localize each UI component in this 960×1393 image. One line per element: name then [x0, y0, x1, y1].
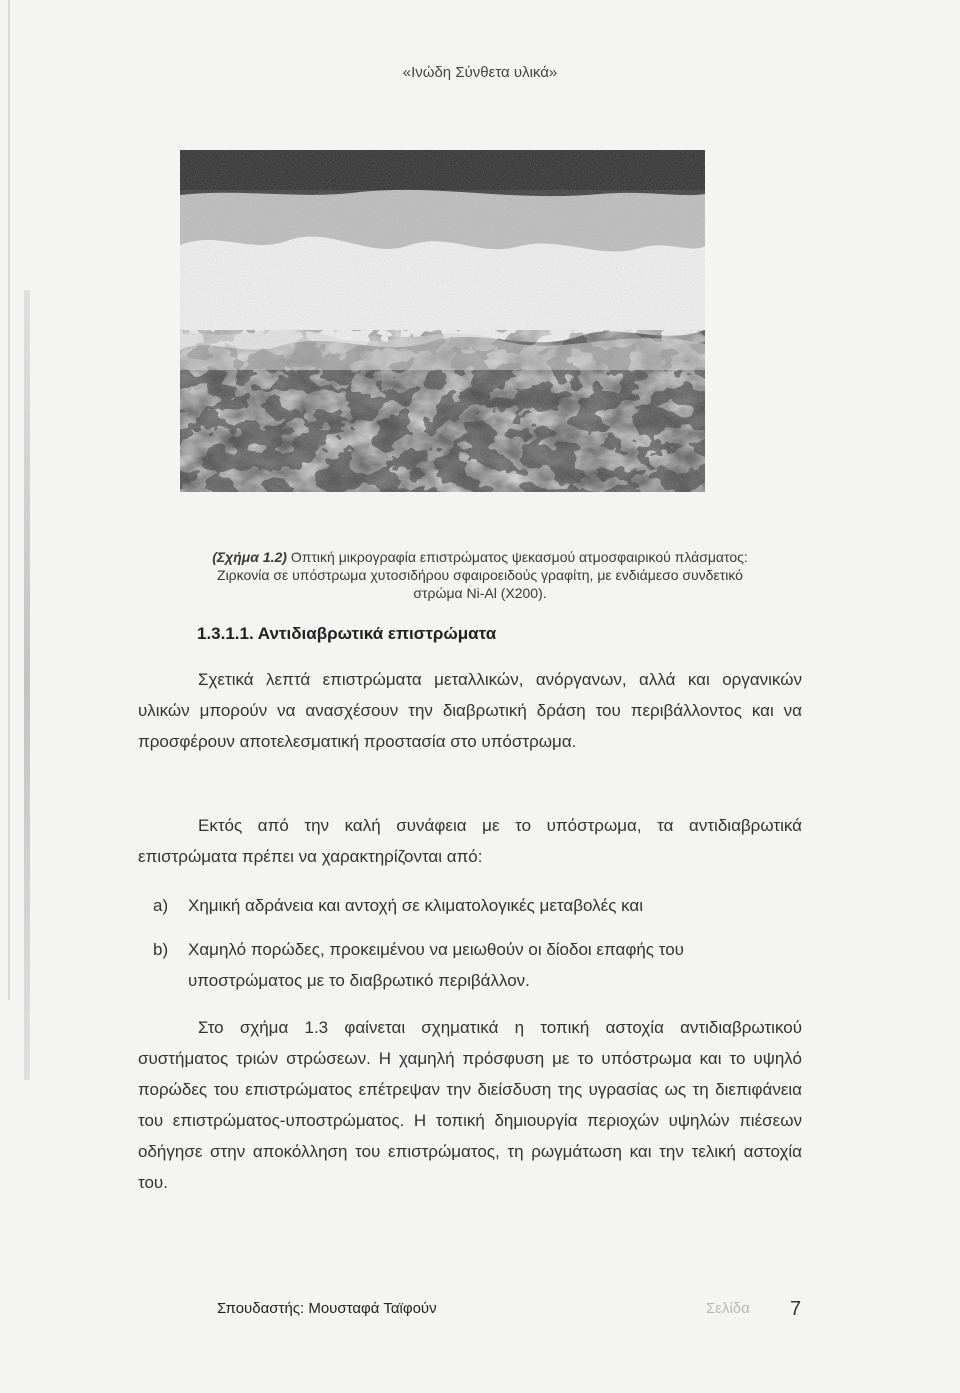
- paragraph-3: [138, 1012, 802, 1198]
- footer-page-label: Σελίδα: [706, 1300, 750, 1317]
- footer-page-number: 7: [790, 1298, 802, 1320]
- paragraph-2: [138, 810, 802, 872]
- list-item-b: [153, 934, 803, 996]
- scan-edge-line: [8, 0, 10, 1000]
- micrograph-image: [180, 150, 705, 492]
- caption-line-2: Ζιρκονία σε υπόστρωμα χυτοσιδήρου σφαιροειδούς γραφίτη, με ενδιάμεσο συνδετικό: [217, 567, 743, 583]
- section-heading: 1.3.1.1. Αντιδιαβρωτικά επιστρώματα: [197, 624, 497, 643]
- running-header: «Ινώδη Σύνθετα υλικά»: [402, 64, 558, 81]
- scan-binding-shadow: [24, 290, 30, 1080]
- list-text-b-1: Χαμηλό πορώδες, προκειμένου να μειωθούν οι δίοδοι επαφής του: [188, 940, 684, 959]
- paragraph-1: [138, 664, 802, 757]
- paragraph-1-text: Σχετικά λεπτά επιστρώματα μεταλλικών, ανόργανων, αλλά και οργανικών υλικών μπορούν να ανασχέσουν την διαβρωτική δράση του περιβάλλοντος και να προσφέρουν αποτελεσματική προστασία στο υπόστρωμα.: [138, 670, 802, 751]
- caption-line-1: Οπτική μικρογραφία επιστρώματος ψεκασμού ατμοσφαιρικού πλάσματος:: [286, 549, 748, 565]
- caption-label: (Σχήμα 1.2): [212, 549, 287, 565]
- footer-student: Σπουδαστής: Μουσταφά Ταϊφούν: [217, 1300, 437, 1317]
- caption-line-3: στρώμα Ni-Al (X200).: [413, 585, 547, 601]
- micrograph-figure: [180, 150, 705, 492]
- list-text-a: Χημική αδράνεια και αντοχή σε κλιματολογικές μεταβολές και: [188, 896, 644, 915]
- list-text-b-2: υποστρώματος με το διαβρωτικό περιβάλλον.: [188, 971, 530, 990]
- list-marker-a: a): [153, 896, 169, 915]
- paragraph-3-text: Στο σχήμα 1.3 φαίνεται σχηματικά η τοπική αστοχία αντιδιαβρωτικού συστήματος τριών στρώσεων. Η χαμηλή πρόσφυση με το υπόστρωμα και το υψηλό πορώδες του επιστρώματος επέτρεψαν την διείσδυση της υγρασίας ως τη διεπιφάνεια του επιστρώματος-υποστρώματος. Η τοπική δημιουργία περιοχών υψηλών πιέσεων οδήγησε στην αποκόλληση του επιστρώματος, τη ρωγμάτωση και την τελική αστοχία του.: [138, 1018, 802, 1192]
- list-item-a: [153, 890, 803, 921]
- list-marker-b: b): [153, 940, 169, 959]
- paragraph-2-text: Εκτός από την καλή συνάφεια με το υπόστρωμα, τα αντιδιαβρωτικά επιστρώματα πρέπει να χαρακτηρίζονται από:: [138, 816, 802, 866]
- figure-caption: [140, 548, 820, 602]
